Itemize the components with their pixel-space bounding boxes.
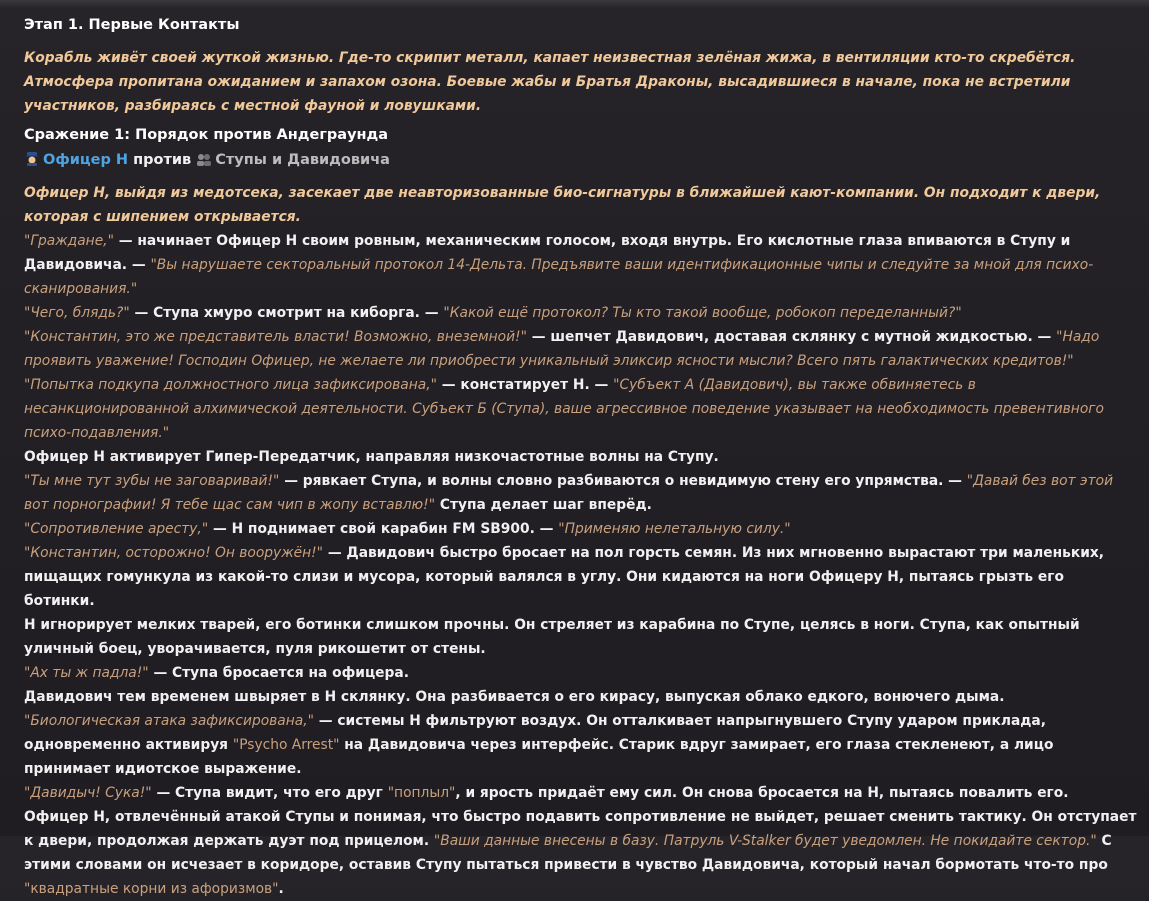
- narration: С этими словами он исчезает в коридоре, оставив Ступу пытаться привести в чувство Давидовича, который начал бормотать что-то про: [24, 833, 1112, 873]
- stage-intro: Корабль живёт своей жуткой жизнью. Где-то скрипит металл, капает неизвестная зелёная жижа, в вентиляции кто-то скребётся. Атмосфера пропитана ожиданием и запахом озона. Боевые жабы и Братья Драконы, высадившиеся в начале, пока не встретили участников, разбираясь с местной фауной и ловушками.: [24, 50, 1076, 114]
- story-paragraph: Давидович тем временем швыряет в Н склянку. Она разбивается о его кирасу, выпуская облако едкого, вонючего дыма.: [24, 689, 1005, 705]
- story-paragraph: [24, 373, 1139, 445]
- narration: — Ступа видит, что его друг: [151, 785, 388, 801]
- opponents-name: Ступы и Давидовича: [215, 152, 390, 168]
- highlight: "квадратные корни из афоризмов": [24, 881, 279, 897]
- narration: — Н поднимает свой карабин FM SB900. —: [208, 521, 559, 537]
- narration: — шепчет Давидович, доставая склянку с мутной жидкостью. —: [526, 329, 1057, 345]
- message-content: [24, 0, 1139, 901]
- highlight: "Psycho Arrest": [232, 737, 340, 753]
- quote: "Биологическая атака зафиксирована,": [24, 713, 314, 729]
- story-paragraph: Офицер Н, выйдя из медотсека, засекает две неавторизованные био-сигнатуры в ближайшей кают-компании. Он подходит к двери, которая с шипением открывается.: [24, 185, 1101, 225]
- story-paragraph: Офицер Н активирует Гипер-Передатчик, направляя низкочастотные волны на Ступу.: [24, 449, 719, 465]
- quote: "Константин, осторожно! Он вооружён!": [24, 545, 324, 561]
- narration: — Ступа хмуро смотрит на киборга. —: [129, 305, 444, 321]
- quote: "Давидыч! Сука!": [24, 785, 152, 801]
- quote: "Чего, блядь?": [24, 305, 130, 321]
- story-paragraph: [24, 301, 1139, 325]
- narration: — Давидович быстро бросает на пол горсть семян. Из них мгновенно вырастают три маленьких, пищащих гомункула из какой-то слизи и мусора, который валялся в углу. Они кидаются на ноги Офицеру Н, пытаясь грызть его ботинки.: [24, 545, 1104, 609]
- narration: Офицер Н, отвлечённый атакой Ступы и понимая, что быстро подавить сопротивление не выйдет, решает сменить тактику. Он отступает к двери, продолжая держать дуэт под прицелом.: [24, 809, 1137, 849]
- versus-label: против: [133, 152, 192, 168]
- quote: "Сопротивление аресту,": [24, 521, 209, 537]
- police-officer-icon: [24, 152, 40, 166]
- story-paragraph: [24, 709, 1139, 781]
- narration: Ступа делает шаг вперёд.: [435, 497, 652, 513]
- narration: — Ступа бросается на офицера.: [148, 665, 409, 681]
- quote: "Вы нарушаете секторальный протокол 14-Дельта. Предъявите ваши идентификационные чипы и следуйте за мной для психо-сканирования.": [24, 257, 1094, 297]
- story-paragraph: [24, 805, 1139, 901]
- narration: — констатирует Н. —: [436, 377, 614, 393]
- stage-title: Этап 1. Первые Контакты: [24, 17, 240, 33]
- story-paragraph: [24, 325, 1139, 373]
- story-paragraph: [24, 661, 1139, 685]
- story-paragraph: [24, 517, 1139, 541]
- narration: , и ярость придаёт ему сил. Он снова бросается на Н, пытаясь повалить его.: [455, 785, 1069, 801]
- officer-name: Офицер Н: [43, 152, 129, 168]
- narration: .: [278, 881, 284, 897]
- narration: — начинает Офицер Н своим ровным, механическим голосом, входя внутрь. Его кислотные глаза впиваются в Ступу и Давидовича. —: [24, 233, 1071, 273]
- quote: "Ваши данные внесены в базу. Патруль V-Stalker будет уведомлен. Не покидайте сектор.": [433, 833, 1097, 849]
- quote: "Надо проявить уважение! Господин Офицер, не желаете ли приобрести уникальный эликсир ясности мысли? Всего пять галактических кредитов!": [24, 329, 1100, 369]
- two-people-icon: [196, 152, 212, 166]
- quote: "Ах ты ж падла!": [24, 665, 149, 681]
- story-paragraph: [24, 229, 1139, 301]
- quote: "Ты мне тут зубы не заговаривай!": [24, 473, 280, 489]
- battle-title: Сражение 1: Порядок против Андеграунда: [24, 127, 389, 143]
- quote: "Давай без вот этой вот порнографии! Я тебе щас сам чип в жопу вставлю!": [24, 473, 1114, 513]
- narration: — системы Н фильтруют воздух. Он отталкивает напрыгнувшего Ступу ударом приклада, одновременно активируя: [24, 713, 1046, 753]
- story-paragraph: [24, 469, 1139, 517]
- quote: "Субъект А (Давидович), вы также обвиняетесь в несанкционированной алхимической деятельности. Субъект Б (Ступа), ваше агрессивное поведение указывает на необходимость превентивного психо-подавления.": [24, 377, 1104, 441]
- story-paragraph: [24, 541, 1139, 613]
- battle-story: [24, 181, 1139, 901]
- narration: на Давидовича через интерфейс. Старик вдруг замирает, его глаза стекленеют, а лицо принимает идиотское выражение.: [24, 737, 1054, 777]
- battle-participants: [24, 149, 1139, 171]
- narration: — рявкает Ступа, и волны словно разбиваются о невидимую стену его упрямства. —: [279, 473, 967, 489]
- quote: "Применяю нелетальную силу.": [558, 521, 791, 537]
- quote: "Какой ещё протокол? Ты кто такой вообще, робокоп переделанный?": [443, 305, 962, 321]
- story-paragraph: [24, 781, 1139, 805]
- highlight: "поплыл": [387, 785, 456, 801]
- story-paragraph: Н игнорирует мелких тварей, его ботинки слишком прочны. Он стреляет из карабина по Ступе, целясь в ноги. Ступа, как опытный уличный боец, уворачивается, пуля рикошетит от стены.: [24, 617, 1080, 657]
- quote: "Попытка подкупа должностного лица зафиксирована,": [24, 377, 437, 393]
- quote: "Граждане,": [24, 233, 114, 249]
- quote: "Константин, это же представитель власти! Возможно, внеземной!": [24, 329, 527, 345]
